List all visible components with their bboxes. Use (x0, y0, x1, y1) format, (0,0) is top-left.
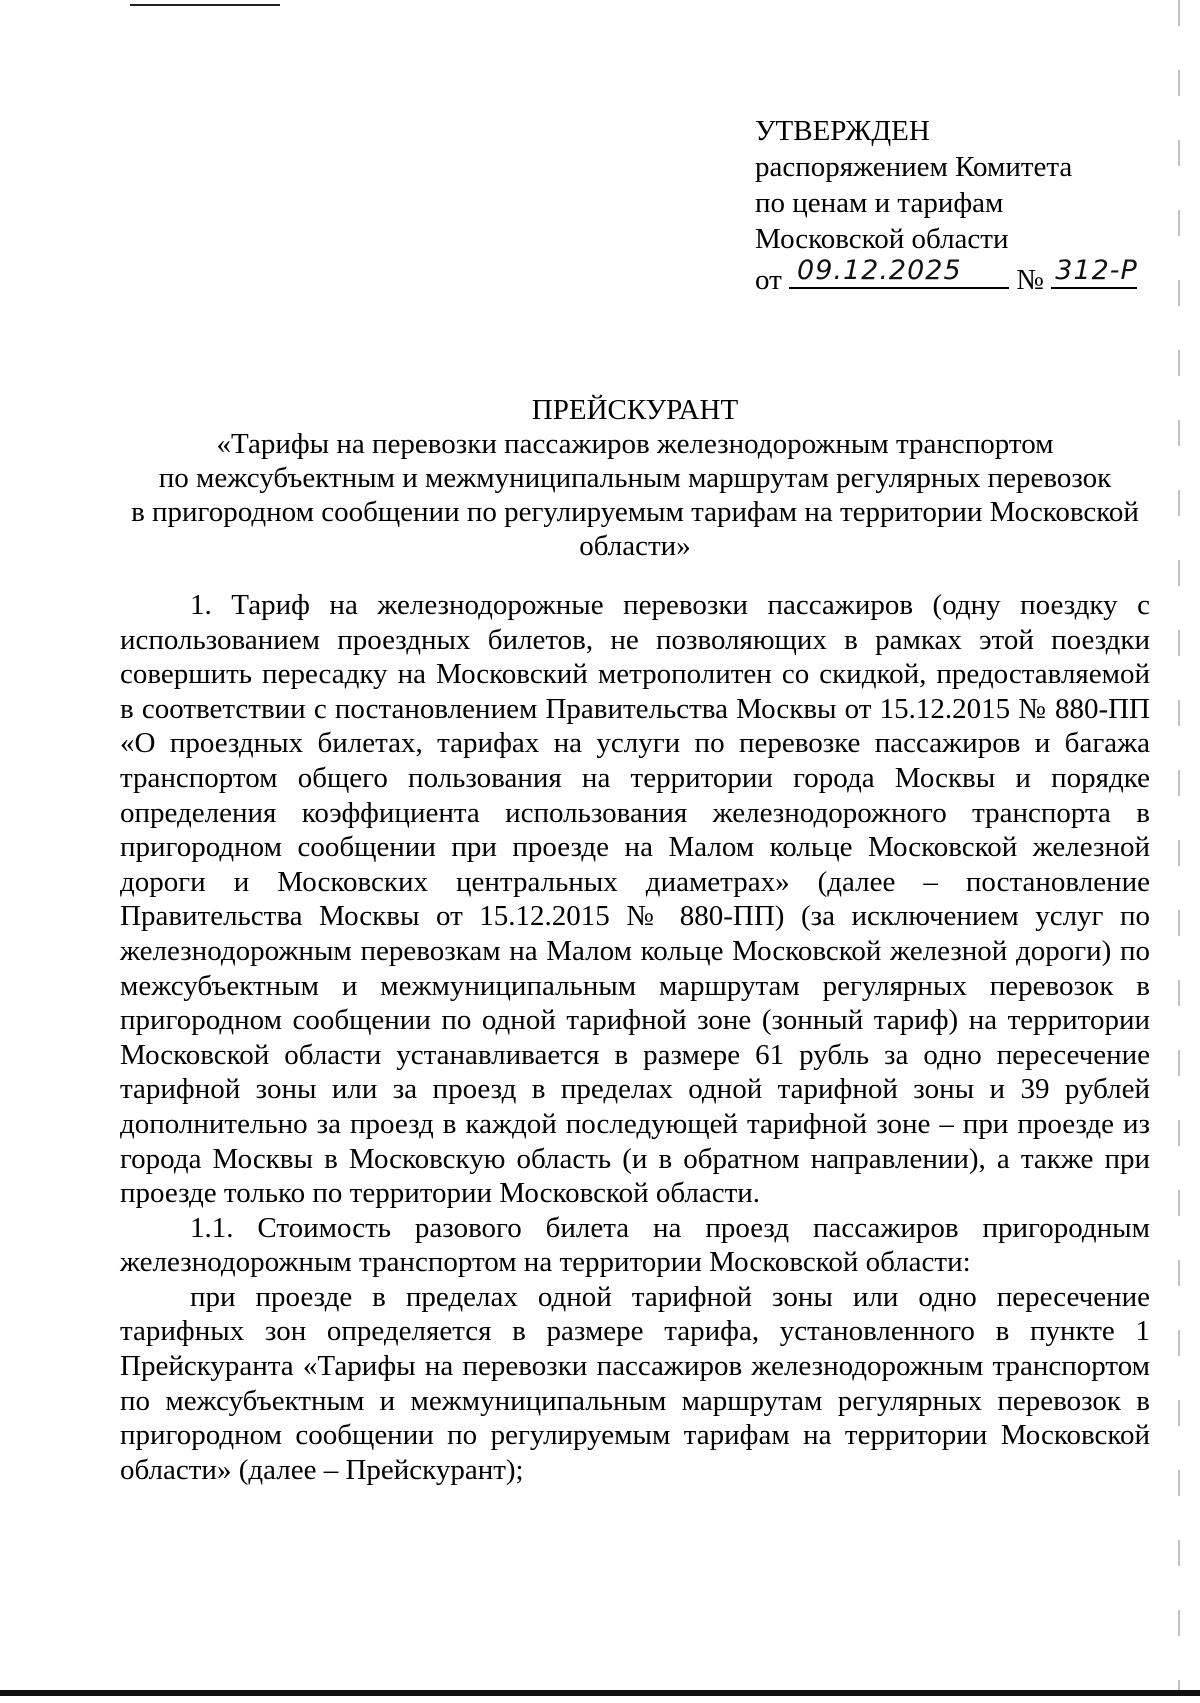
number-field (1051, 257, 1137, 289)
paragraph-single-zone: при проезде в пределах одной тарифной зоны или одно пересечение тарифных зон определяется в размере тарифа, установленного в пункте 1 Прейскуранта «Тарифы на перевозки пассажиров железнодорожным транспортом по межсубъектным и межмуниципальным маршрутам регулярных перевозок в пригородном сообщении по регулируемым тарифам на территории Московской области» (далее – Прейскурант); (120, 1280, 1150, 1486)
approval-line-2: распоряжением Комитета (755, 151, 1073, 183)
paragraph-clause-1-1: 1.1. Стоимость разового билета на проезд пассажиров пригородным железнодорожным транспортом на территории Московской области: (120, 1211, 1150, 1279)
date-prefix: от (755, 264, 782, 296)
date-field (789, 257, 1009, 289)
scan-artifact-bottom (0, 1690, 1200, 1696)
approval-date-number-line (755, 257, 1175, 298)
scan-artifact-top (130, 4, 280, 6)
title-subtitle-line: области» (579, 530, 691, 562)
approval-stamp (755, 113, 1175, 298)
paragraph-clause-1: 1. Тариф на железнодорожные перевозки пассажиров (одну поездку с использованием проездных билетов, не позволяющих в рамках этой поездки совершить пересадку на Московский метрополитен со скидкой, предоставляемой в соответствии с постановлением Правительства Москвы от 15.12.2015 № 880-ПП «О проездных билетах, тарифах на услуги по перевозке пассажиров и багажа транспортом общего пользования на территории города Москвы и порядке определения коэффициента использования железнодорожного транспорта в пригородном сообщении при проезде на Малом кольце Московской железной дороги и Московских центральных диаметрах» (далее – постановление Правительства Москвы от 15.12.2015 № 880-ПП) (за исключением услуг по железнодорожным перевозкам на Малом кольце Московской железной дороги) по межсубъектным и межмуниципальным маршрутам регулярных перевозок в пригородном сообщении по одной тарифной зоне (зонный тариф) на территории Московской области устанавливается в размере 61 рубль за одно пересечение тарифной зоны или за проезд в пределах одной тарифной зоны и 39 рублей дополнительно за проезд в каждой последующей тарифной зоне – при проезде из города Москвы в Московскую область (и в обратном направлении), а также при проезде только по территории Московской области. (120, 589, 1150, 1210)
approval-line-3: по ценам и тарифам (755, 187, 1004, 219)
handwritten-date: 09.12.2025 (797, 255, 962, 286)
handwritten-number: 312-Р (1055, 255, 1138, 286)
title-subtitle-line: по межсубъектным и межмуниципальным маршрутам регулярных перевозок (158, 462, 1112, 494)
approval-title: УТВЕРЖДЕН (755, 115, 930, 147)
scan-artifact-right (1178, 0, 1180, 1690)
approval-line-4: Московской области (755, 223, 1009, 255)
title-subtitle-line: «Тарифы на перевозки пассажиров железнодорожным транспортом (216, 428, 1054, 460)
document-body (120, 588, 1150, 1487)
document-title (120, 393, 1150, 563)
title-heading: ПРЕЙСКУРАНТ (531, 394, 739, 426)
title-subtitle-line: в пригородном сообщении по регулируемым тарифам на территории Московской (131, 496, 1139, 528)
number-prefix: № (1016, 264, 1044, 296)
